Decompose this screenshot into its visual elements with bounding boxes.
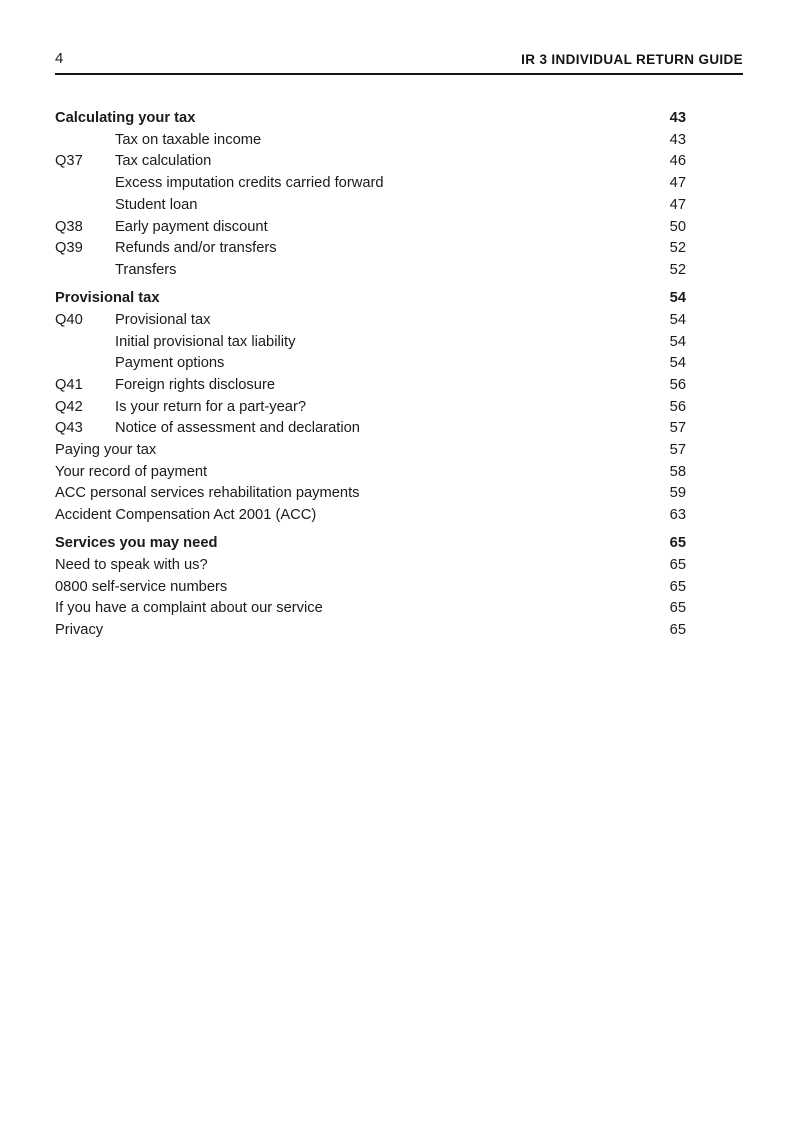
toc-entry-page: 46 bbox=[669, 153, 686, 170]
toc-entry bbox=[55, 375, 743, 397]
toc-entry bbox=[55, 130, 743, 152]
toc-entry bbox=[55, 440, 743, 462]
toc-entry bbox=[55, 108, 743, 130]
toc-entry-page: 58 bbox=[669, 463, 686, 480]
toc-entry bbox=[55, 483, 743, 505]
toc-entry bbox=[55, 418, 743, 440]
toc-entry-label: Refunds and/or transfers bbox=[115, 240, 277, 257]
toc-entry-label: Privacy bbox=[55, 622, 104, 639]
toc-entry-page: 47 bbox=[669, 175, 686, 192]
toc-entry bbox=[55, 505, 743, 527]
toc-entry bbox=[55, 238, 743, 260]
toc-entry bbox=[55, 577, 743, 599]
toc-entry-page: 65 bbox=[669, 535, 686, 552]
toc-entry-label: Early payment discount bbox=[115, 218, 268, 235]
toc-entry-page: 56 bbox=[669, 398, 686, 415]
toc-entry-question: Q42 bbox=[55, 398, 83, 415]
toc-list bbox=[55, 108, 743, 642]
toc-entry bbox=[55, 353, 743, 375]
toc-entry-label: Transfers bbox=[115, 261, 177, 278]
toc-entry-label: Foreign rights disclosure bbox=[115, 376, 275, 393]
toc-entry-label: Provisional tax bbox=[55, 290, 160, 307]
toc-entry bbox=[55, 533, 743, 555]
toc-entry-page: 54 bbox=[669, 333, 686, 350]
toc-entry bbox=[55, 397, 743, 419]
toc-entry-page: 50 bbox=[669, 218, 686, 235]
toc-entry-question: Q40 bbox=[55, 311, 83, 328]
toc-entry-label: Is your return for a part-year? bbox=[115, 398, 307, 415]
toc-entry-question: Q41 bbox=[55, 376, 83, 393]
toc-entry bbox=[55, 151, 743, 173]
toc-entry bbox=[55, 195, 743, 217]
toc-entry-page: 52 bbox=[669, 261, 686, 278]
toc-entry bbox=[55, 260, 743, 282]
toc-entry-label: Provisional tax bbox=[115, 311, 211, 328]
page-header bbox=[55, 0, 743, 75]
toc-entry-question: Q39 bbox=[55, 240, 83, 257]
toc-entry-page: 59 bbox=[669, 485, 686, 502]
toc-entry-question: Q43 bbox=[55, 420, 83, 437]
toc-entry-label: Payment options bbox=[115, 355, 225, 372]
toc-entry-label: Need to speak with us? bbox=[55, 557, 208, 574]
toc-entry bbox=[55, 173, 743, 195]
toc-entry-page: 65 bbox=[669, 622, 686, 639]
toc-entry-page: 52 bbox=[669, 240, 686, 257]
toc-entry-label: 0800 self-service numbers bbox=[55, 578, 228, 595]
toc-entry bbox=[55, 620, 743, 642]
toc-entry-label: Tax calculation bbox=[115, 153, 212, 170]
toc-entry bbox=[55, 288, 743, 310]
toc-entry-question: Q38 bbox=[55, 218, 83, 235]
page-number: 4 bbox=[55, 50, 64, 67]
toc-entry-page: 43 bbox=[669, 131, 686, 148]
toc-entry-label: Student loan bbox=[115, 196, 198, 213]
toc-entry-page: 47 bbox=[669, 196, 686, 213]
toc-entry bbox=[55, 462, 743, 484]
toc-entry-page: 57 bbox=[669, 420, 686, 437]
toc-entry-label: Your record of payment bbox=[55, 463, 208, 480]
toc-entry-page: 63 bbox=[669, 507, 686, 524]
toc-entry-label: Paying your tax bbox=[55, 442, 157, 459]
toc-entry-page: 56 bbox=[669, 376, 686, 393]
toc-entry-label: Excess imputation credits carried forward bbox=[115, 175, 384, 192]
toc-entry bbox=[55, 217, 743, 239]
toc-entry-label: Initial provisional tax liability bbox=[115, 333, 296, 350]
toc-entry-label: ACC personal services rehabilitation payments bbox=[55, 485, 360, 502]
toc-entry-question: Q37 bbox=[55, 153, 83, 170]
toc-entry-page: 54 bbox=[669, 311, 686, 328]
toc-entry bbox=[55, 555, 743, 577]
toc-entry-page: 54 bbox=[669, 355, 686, 372]
toc-entry-label: Notice of assessment and declaration bbox=[115, 420, 360, 437]
toc-entry bbox=[55, 332, 743, 354]
toc-entry-label: Tax on taxable income bbox=[115, 131, 262, 148]
toc-entry-page: 65 bbox=[669, 557, 686, 574]
toc-entry bbox=[55, 598, 743, 620]
toc-entry-page: 65 bbox=[669, 600, 686, 617]
toc-entry-label: Services you may need bbox=[55, 535, 218, 552]
toc-entry-page: 65 bbox=[669, 578, 686, 595]
toc-entry-page: 43 bbox=[669, 110, 686, 126]
toc-entry-label: Accident Compensation Act 2001 (ACC) bbox=[55, 507, 317, 524]
toc-entry-label: Calculating your tax bbox=[55, 110, 196, 126]
toc-entry-label: If you have a complaint about our service bbox=[55, 600, 323, 617]
toc-entry-page: 54 bbox=[669, 290, 686, 307]
toc-entry-page: 57 bbox=[669, 442, 686, 459]
document-title: IR 3 INDIVIDUAL RETURN GUIDE bbox=[521, 52, 743, 67]
toc-entry bbox=[55, 310, 743, 332]
